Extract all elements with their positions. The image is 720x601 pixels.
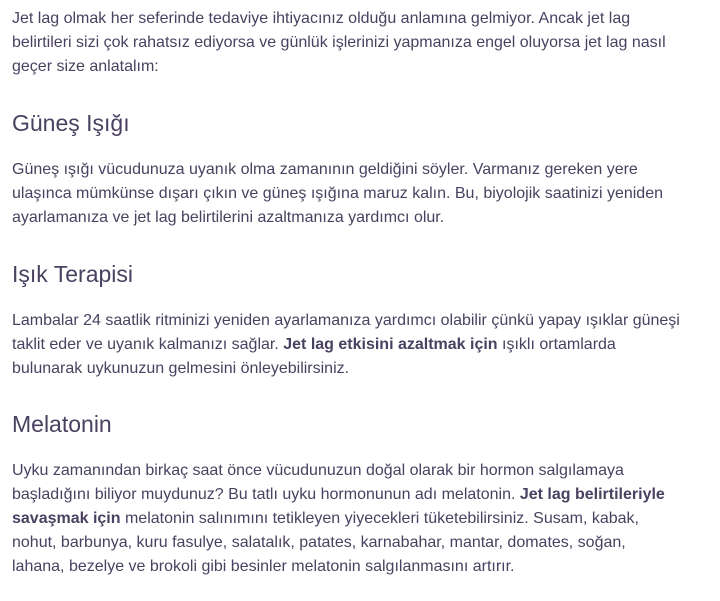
paragraph-melatonin [12,459,682,579]
paragraph-gunes-isigi: Güneş ışığı vücudunuza uyanık olma zamanının geldiğini söyler. Varmanız gereken yere ulaşınca mümkünse dışarı çıkın ve güneş ışığına maruz kalın. Bu, biyolojik saatinizi yeniden ayarlamanıza ve jet lag belirtilerini azaltmanıza yardımcı olur. [12,161,663,226]
heading-gunes-isigi: Güneş Işığı [12,110,130,136]
paragraph-text-end: melatonin salınımını tetikleyen yiyecekleri tüketebilirsiniz. Susam, kabak, nohut, barbunya, kuru fasulye, salatalık, patates, karnabahar, mantar, domates, soğan, lahana, bezelye ve brokoli gibi besinler melatonin salgılanmasını artırır. [12,510,639,575]
intro-paragraph: Jet lag olmak her seferinde tedaviye ihtiyacınız olduğu anlamına gelmiyor. Ancak jet lag belirtileri sizi çok rahatsız ediyorsa ve günlük işlerinizi yapmanıza engel oluyorsa jet lag nasıl geçer size anlatalım: [12,10,666,75]
bold-phrase: Jet lag etkisini azaltmak için [283,336,498,353]
heading-isik-terapisi: Işık Terapisi [12,261,134,287]
paragraph-text-start: Uyku zamanından birkaç saat önce vücudunuzun doğal olarak bir hormon salgılamaya başladığını biliyor muydunuz? Bu tatlı uyku hormonunun adı melatonin. [12,462,624,503]
paragraph-isik-terapisi [12,309,682,381]
paragraph-text-start: Lambalar 24 saatlik ritminizi yeniden ayarlamanıza yardımcı olabilir çünkü yapay ışıklar güneşi taklit eder ve uyanık kalmanızı sağlar. [12,312,680,353]
paragraph-text-end: ışıklı ortamlarda bulunarak uykunuzun gelmesini önleyebilirsiniz. [12,336,616,377]
heading-melatonin: Melatonin [12,411,112,437]
bold-phrase: Jet lag belirtileriyle savaşmak için [12,486,665,527]
